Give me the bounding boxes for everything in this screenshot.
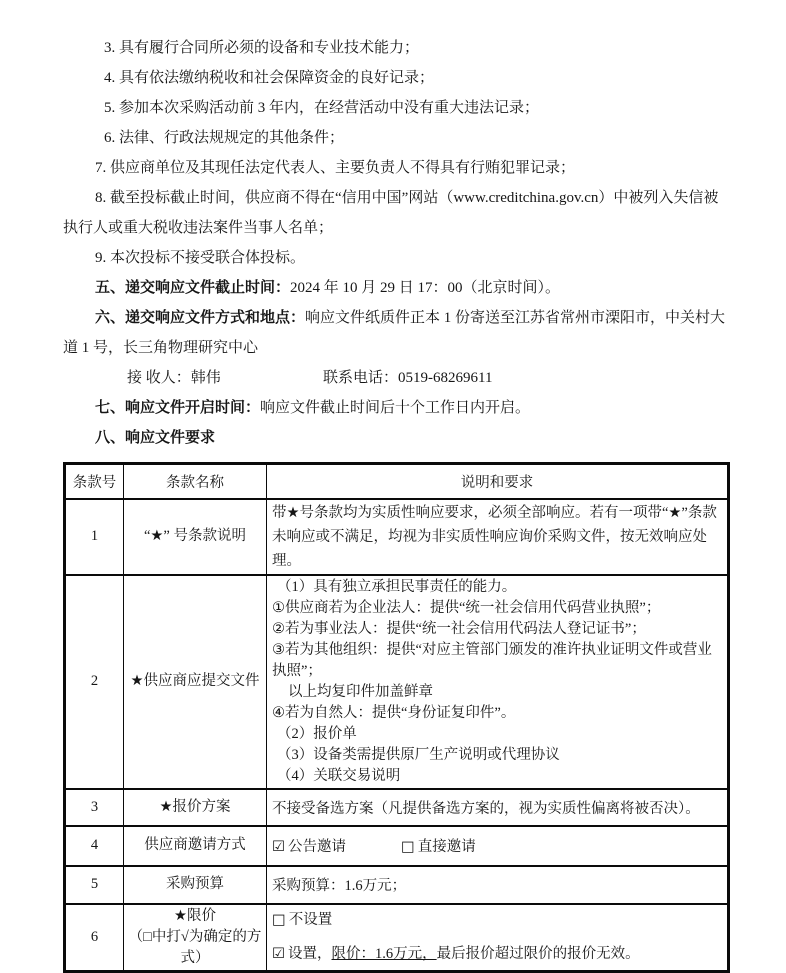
checkbox-unchecked-icon: □ xyxy=(401,839,415,855)
section-heading-5 xyxy=(63,273,727,303)
table-header-row xyxy=(65,464,729,499)
desc-line: ②若为事业法人：提供“统一社会信用代码法人登记证书”； xyxy=(272,620,646,637)
contact-line xyxy=(63,363,727,393)
clause-item-3 xyxy=(63,33,727,63)
clause-no: 2 xyxy=(65,575,124,789)
header-clause-name: 条款名称 xyxy=(124,464,267,499)
desc-line: （4）关联交易说明 xyxy=(277,767,401,784)
desc-line: ①供应商若为企业法人：提供“统一社会信用代码营业执照”； xyxy=(272,599,661,616)
section-heading-8 xyxy=(63,423,727,453)
desc-line: （1）具有独立承担民事责任的能力。 xyxy=(277,578,517,595)
clause-item-9-text: 9. 本次投标不接受联合体投标。 xyxy=(95,250,306,266)
table-row-3 xyxy=(65,789,729,826)
clause-name: 采购预算 xyxy=(124,866,267,904)
clause-name xyxy=(124,904,267,972)
clause-no: 4 xyxy=(65,826,124,866)
section-heading-7 xyxy=(63,393,727,423)
clause-desc xyxy=(267,575,729,789)
clause-desc: 不接受备选方案（凡提供备选方案的，视为实质性偏离将被否决）。 xyxy=(267,789,729,826)
section-heading-6-label: 六、递交响应文件方式和地点： xyxy=(95,310,306,326)
limit-option-set xyxy=(272,943,722,965)
requirements-table xyxy=(63,462,730,973)
contact-phone: 联系电话：0519-68269611 xyxy=(323,370,493,386)
limit-option-set-label: 设置， xyxy=(288,946,332,962)
limit-price-value: 限价：1.6万元， xyxy=(331,946,437,962)
clause-no: 1 xyxy=(65,499,124,575)
clause-item-4-text: 4. 具有依法缴纳税收和社会保障资金的良好记录； xyxy=(104,70,435,86)
clause-name: ★供应商应提交文件 xyxy=(124,575,267,789)
checkbox-checked-icon: ☑ xyxy=(272,839,285,855)
clause-name: “★” 号条款说明 xyxy=(124,499,267,575)
clause-desc xyxy=(267,904,729,972)
clause-item-5-text: 5. 参加本次采购活动前 3 年内，在经营活动中没有重大违法记录； xyxy=(104,100,540,116)
desc-line: 以上均复印件加盖鲜章 xyxy=(288,683,433,700)
budget-value: 采购预算：1.6万元； xyxy=(267,866,729,904)
invite-option-label: 直接邀请 xyxy=(417,839,476,855)
clause-name-line: ★限价 xyxy=(174,907,216,924)
desc-line: （3）设备类需提供原厂生产说明或代理协议 xyxy=(277,746,560,763)
section-heading-6 xyxy=(63,303,727,363)
clause-desc: 带★号条款均为实质性响应要求，必须全部响应。若有一项带“★”条款未响应或不满足，均视为非实质性响应询价采购文件，按无效响应处理。 xyxy=(267,499,729,575)
table-row-1 xyxy=(65,499,729,575)
clause-name: ★报价方案 xyxy=(124,789,267,826)
section-heading-5-label: 五、递交响应文件截止时间： xyxy=(95,280,291,296)
table-row-5 xyxy=(65,866,729,904)
clause-item-7 xyxy=(63,153,727,183)
limit-option-unset xyxy=(272,909,722,931)
clause-item-9 xyxy=(63,243,727,273)
header-clause-no: 条款号 xyxy=(65,464,124,499)
desc-line: ④若为自然人：提供“身份证复印件”。 xyxy=(272,704,516,721)
clause-no: 5 xyxy=(65,866,124,904)
clause-item-5 xyxy=(63,93,727,123)
limit-option-set-note: 最后报价超过限价的报价无效。 xyxy=(436,946,640,962)
clause-item-8 xyxy=(63,183,727,243)
clause-desc xyxy=(267,826,729,866)
receiver-name: 接 收人：韩伟 xyxy=(127,370,221,386)
limit-option-unset-label: 不设置 xyxy=(288,912,333,928)
clause-item-7-text: 7. 供应商单位及其现任法定代表人、主要负责人不得具有行贿犯罪记录； xyxy=(95,160,576,176)
table-row-6 xyxy=(65,904,729,972)
desc-line: ③若为其他组织：提供“对应主管部门颁发的准许执业证明文件或营业执照”； xyxy=(272,641,712,679)
table-row-2 xyxy=(65,575,729,789)
clause-item-6-text: 6. 法律、行政法规规定的其他条件； xyxy=(104,130,345,146)
delivery-address: 响应文件纸质件正本 1 份寄送至江苏省常州市溧阳市，中关村大道 1 号，长三角物理研究中心 xyxy=(63,310,726,356)
clause-no: 6 xyxy=(65,904,124,972)
table-row-4 xyxy=(65,826,729,866)
clause-item-4 xyxy=(63,63,727,93)
checkbox-unchecked-icon: □ xyxy=(272,912,286,928)
opening-time: 响应文件截止时间后十个工作日内开启。 xyxy=(260,400,531,416)
invite-option-label: 公告邀请 xyxy=(288,839,346,855)
clause-item-6 xyxy=(63,123,727,153)
clause-item-8-text: 8. 截至投标截止时间，供应商不得在“信用中国”网站（www.creditchina.gov.cn）中被列入失信被执行人或重大税收违法案件当事人名单； xyxy=(63,190,719,236)
checkbox-checked-icon: ☑ xyxy=(272,946,285,962)
deadline-value: 2024 年 10 月 29 日 17：00（北京时间）。 xyxy=(290,280,561,296)
clause-no: 3 xyxy=(65,789,124,826)
clause-name: 供应商邀请方式 xyxy=(124,826,267,866)
header-clause-desc: 说明和要求 xyxy=(267,464,729,499)
desc-line: （2）报价单 xyxy=(277,725,357,742)
section-heading-8-label: 八、响应文件要求 xyxy=(95,430,216,446)
section-heading-7-label: 七、响应文件开启时间： xyxy=(95,400,261,416)
clause-name-line: （□中打√为确定的方式） xyxy=(128,928,262,966)
clause-item-3-text: 3. 具有履行合同所必须的设备和专业技术能力； xyxy=(104,40,420,56)
